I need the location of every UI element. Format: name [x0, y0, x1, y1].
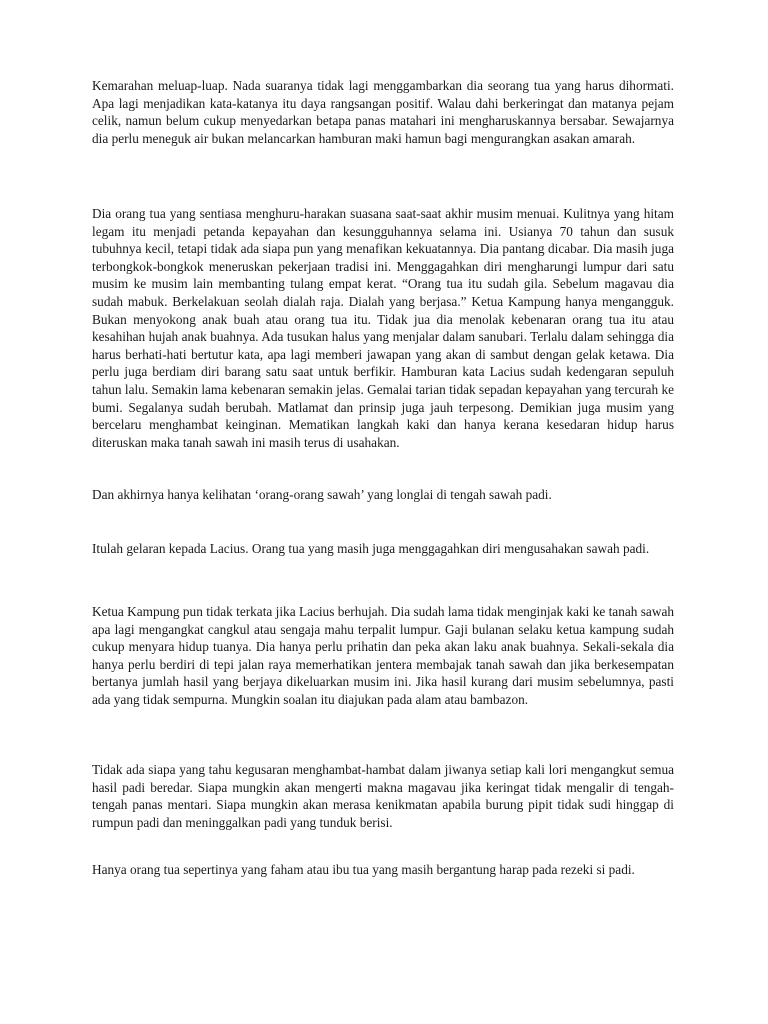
- paragraph-2: Dia orang tua yang sentiasa menghuru-harakan suasana saat-saat akhir musim menuai. Kulitnya yang hitam legam itu menjadi petanda kepayahan dan kesungguhannya selama ini. Usianya 70 tahun dan susuk tubuhnya kecil, tetapi tidak ada siapa pun yang menafikan kekuatannya. Dia pantang dicabar. Dia masih juga terbongkok-bongkok meneruskan pekerjaan tradisi ini. Menggagahkan diri mengharungi lumpur dari satu musim ke musim lain membanting tulang empat kerat. “Orang tua itu sudah gila. Sebelum magavau dia sudah mabuk. Berkelakuan seolah dialah raja. Dialah yang berjasa.” Ketua Kampung hanya mengangguk. Bukan menyokong anak buah atau orang tua itu. Tidak jua dia menolak kebenaran orang tua itu atau kesahihan hujah anak buahnya. Ada tusukan halus yang menjalar dalam sanubari. Terlalu dalam sehingga dia harus berhati-hati bertutur kata, apa lagi memberi jawapan yang akan di sambut dengan gelak ketawa. Dia perlu juga berdiam diri barang satu saat untuk berfikir. Hamburan kata Lacius sudah kedengaran sepuluh tahun lalu. Semakin lama kebenaran semakin jelas. Gemalai tarian tidak sepadan kepayahan yang tercurah ke bumi. Segalanya sudah berubah. Matlamat dan prinsip juga jauh terpesong. Demikian juga musim yang bercelaru menghambat keinginan. Mematikan langkah kaki dan hanya kerana kesedaran hidup harus diteruskan maka tanah sawah ini masih terus di usahakan.: [92, 206, 674, 450]
- paragraph-4: Itulah gelaran kepada Lacius. Orang tua yang masih juga menggagahkan diri mengusahakan sawah padi.: [92, 541, 650, 556]
- paragraph-7: Hanya orang tua sepertinya yang faham atau ibu tua yang masih bergantung harap pada rezeki si padi.: [92, 862, 635, 877]
- paragraph-6: Tidak ada siapa yang tahu kegusaran menghambat-hambat dalam jiwanya setiap kali lori mengangkut semua hasil padi beredar. Siapa mungkin akan mengerti makna magavau jika keringat tidak mengalir di tengah-tengah panas mentari. Siapa mungkin akan merasa kenikmatan apabila burung pipit tidak sudi hinggap di rumpun padi dan meninggalkan padi yang tunduk berisi.: [92, 762, 674, 830]
- paragraph-1: Kemarahan meluap-luap. Nada suaranya tidak lagi menggambarkan dia seorang tua yang harus dihormati. Apa lagi menjadikan kata-katanya itu daya rangsangan positif. Walau dahi berkeringat dan matanya pejam celik, namun belum cukup menyedarkan betapa panas matahari ini mengharuskannya bersabar. Sewajarnya dia perlu meneguk air bukan melancarkan hamburan maki hamun bagi mengurangkan asakan amarah.: [92, 78, 674, 146]
- paragraph-5: Ketua Kampung pun tidak terkata jika Lacius berhujah. Dia sudah lama tidak menginjak kaki ke tanah sawah apa lagi mengangkat cangkul atau sengaja mahu terpalit lumpur. Gaji bulanan selaku ketua kampung sudah cukup menyara hidup tuanya. Dia hanya perlu prihatin dan peka akan laku anak buahnya. Sekali-sekala dia hanya perlu berdiri di tepi jalan raya memerhatikan jentera membajak tanah sawah dan jika berkesempatan bertanya jumlah hasil yang berjaya dikeluarkan musim ini. Jika hasil kurang dari musim sebelumnya, pasti ada yang tidak sempurna. Mungkin soalan itu diajukan pada alam atau bambazon.: [92, 604, 674, 707]
- paragraph-3: Dan akhirnya hanya kelihatan ‘orang-orang sawah’ yang longlai di tengah sawah padi.: [92, 487, 552, 502]
